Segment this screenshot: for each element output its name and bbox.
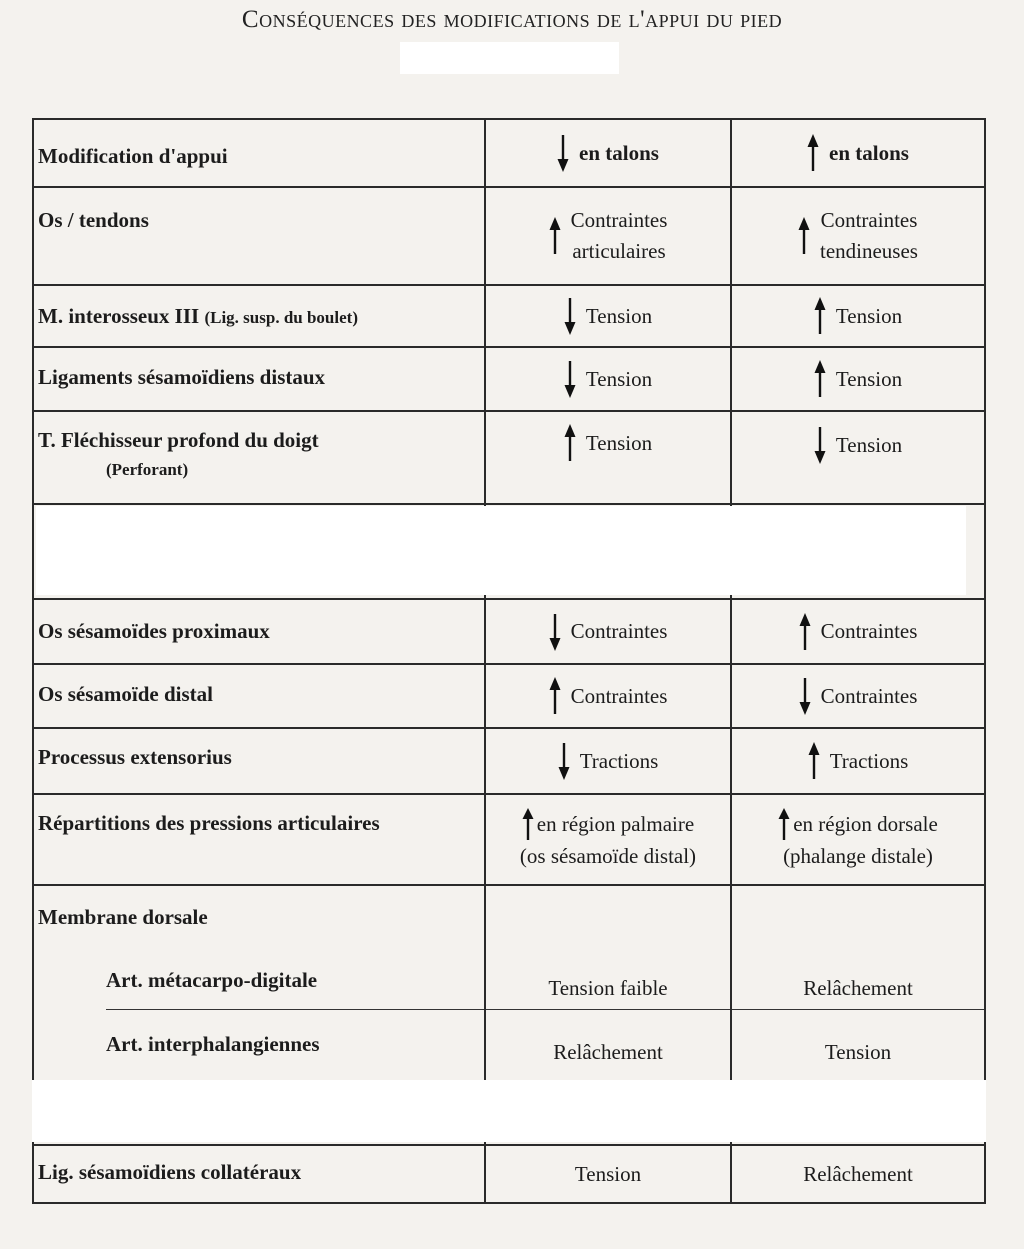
row-cell-col1: [486, 188, 730, 284]
redacted-subtitle-area: [400, 42, 619, 74]
cell-text-line: Tension: [585, 366, 653, 391]
row-cell-col2: [732, 729, 984, 793]
cell-text-line: Tension: [585, 430, 653, 455]
row-label: Os / tendons: [38, 208, 149, 232]
subrow-divider: [106, 1009, 986, 1010]
header-col2-text: en talons: [829, 140, 909, 165]
header-cell-col2: [732, 120, 984, 186]
down-arrow-icon: [564, 296, 576, 336]
cell-text-line: tendineuses: [820, 239, 918, 263]
cell-text-line: Relâchement: [803, 1161, 913, 1186]
up-arrow-icon: [549, 216, 561, 256]
cell-text-line: Tension faible: [548, 975, 668, 1000]
subrow-cell-col2: [732, 1034, 984, 1070]
row-cell-col2: [732, 286, 984, 346]
cell-text-line: Tractions: [579, 748, 659, 773]
cell-text-line: Contraintes: [570, 619, 668, 643]
cell-text-line: Tension: [835, 303, 903, 328]
row-cell-col2: [732, 188, 984, 284]
table-right-border: [984, 118, 986, 1204]
down-arrow-icon: [814, 425, 826, 465]
cell-text-line: Tractions: [829, 748, 909, 773]
row-label: Membrane dorsale: [38, 905, 208, 929]
up-arrow-icon: [814, 296, 826, 336]
row-label-main: M. interosseux III: [38, 304, 200, 328]
row-cell-col1: [486, 729, 730, 793]
table-bottom-border: [32, 1202, 986, 1204]
up-arrow-icon: [808, 741, 820, 781]
row-label: Processus extensorius: [38, 745, 232, 769]
down-arrow-icon: [799, 676, 811, 716]
header-label: Modification d'appui: [38, 144, 228, 168]
row-cell-col2: [732, 795, 984, 884]
row-cell-col2: [732, 665, 984, 727]
cell-text-line: Contraintes: [570, 208, 668, 232]
row-cell-col2: [732, 600, 984, 663]
row-label: Os sésamoïde distal: [38, 682, 214, 706]
table-left-border: [32, 118, 34, 1204]
cell-text-line: Tension: [835, 432, 903, 457]
row-label: [38, 302, 358, 332]
cell-text-line: Contraintes: [570, 683, 668, 708]
row-cell-col1: [486, 286, 730, 346]
row-label: Ligaments sésamoïdiens distaux: [38, 365, 326, 389]
row-cell-col2: [732, 412, 984, 478]
row-cell-col1: [486, 665, 730, 727]
row-cell-col2: [732, 1146, 984, 1202]
down-arrow-icon: [564, 359, 576, 399]
up-arrow-icon: [778, 807, 790, 841]
cell-text-line: (phalange distale): [783, 844, 933, 868]
header-col1-text: en talons: [579, 140, 659, 165]
cell-text-line: Tension: [835, 366, 903, 391]
cell-text-line: en région dorsale: [793, 811, 938, 836]
redacted-row-band: [32, 1080, 986, 1142]
cell-text-line: Relâchement: [553, 1039, 663, 1064]
page-title: Conséquences des modifications de l'appui du pied: [241, 6, 783, 33]
row-cell-col2: [732, 348, 984, 410]
cell-text-line: (os sésamoïde distal): [519, 844, 697, 868]
up-arrow-icon: [814, 359, 826, 399]
cell-text-line: Contraintes: [820, 683, 918, 708]
row-label-note: (Lig. susp. du boulet): [204, 308, 358, 327]
row-label: Lig. sésamoïdiens collatéraux: [38, 1160, 302, 1184]
cell-text-line: Tension: [824, 1039, 892, 1064]
row-label: Os sésamoïdes proximaux: [38, 619, 270, 643]
appui-consequences-table: [32, 118, 986, 1204]
subrow-cell-col1: [486, 970, 730, 1006]
cell-text-line: Tension: [574, 1161, 642, 1186]
header-cell-col1: [486, 120, 730, 186]
subrow-cell-col2: [732, 970, 984, 1006]
redacted-row-band: [36, 506, 966, 595]
row-cell-col1: [486, 795, 730, 884]
cell-text-line: Contraintes: [820, 208, 918, 232]
cell-text-line: Relâchement: [803, 975, 913, 1000]
down-arrow-icon: [549, 612, 561, 652]
row-cell-col1: [486, 412, 730, 474]
down-arrow-icon: [557, 133, 569, 173]
cell-text-line: Tension: [585, 303, 653, 328]
up-arrow-icon: [549, 676, 561, 716]
cell-text-line: Contraintes: [820, 619, 918, 643]
row-cell-col1: [486, 1146, 730, 1202]
row-divider: [32, 503, 986, 505]
subrow-label: Art. interphalangiennes: [106, 1032, 320, 1056]
up-arrow-icon: [564, 423, 576, 463]
row-cell-col1: [486, 600, 730, 663]
row-divider: [32, 884, 986, 886]
subrow-label: Art. métacarpo-digitale: [106, 968, 318, 992]
up-arrow-icon: [522, 807, 534, 841]
row-label: Répartitions des pressions articulaires: [38, 811, 380, 835]
subrow-cell-col1: [486, 1034, 730, 1070]
up-arrow-icon: [807, 133, 819, 173]
cell-text-line: articulaires: [572, 239, 666, 263]
up-arrow-icon: [799, 612, 811, 652]
down-arrow-icon: [558, 741, 570, 781]
up-arrow-icon: [798, 216, 810, 256]
cell-text-line: en région palmaire: [536, 811, 695, 836]
row-cell-col1: [486, 348, 730, 410]
row-label: T. Fléchisseur profond du doigt: [38, 428, 319, 452]
row-sublabel: (Perforant): [106, 460, 189, 479]
